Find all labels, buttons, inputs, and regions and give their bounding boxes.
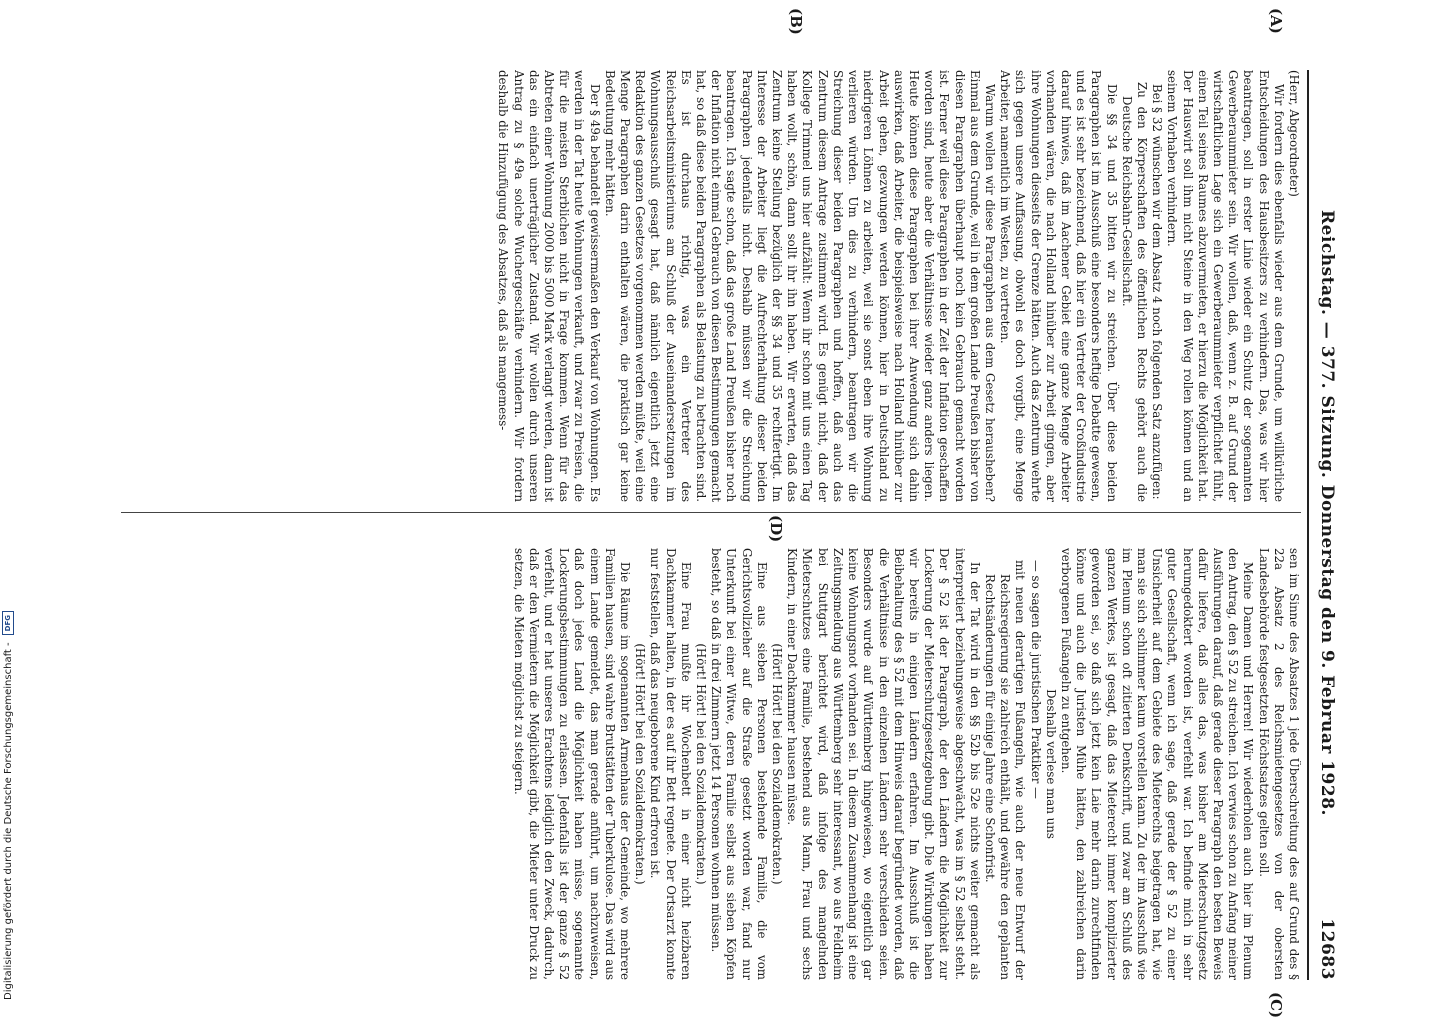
paragraph: Meine Damen und Herren! Wir wiederholen auch hier im Plenum den Antrag, den § 52 zu streichen. Ich verwies schon zu Anfang meiner Ausführungen darauf, daß gerade dieser Paragraph den besten Beweis dafür liefere, daß alles das, was bisher am Mieterschutzgesetz herumgedoktert worden ist, verfehlt war. Ich befinde mich in sehr guter Gesellschaft, wenn ich sage, daß gerade der § 52 zu einer Unsicherheit auf dem Gebiete des Mieterechts beigetragen hat, wie man sie sich schlimmer kaum vorstellen kann. Zu der im Ausschuß wie im Plenum schon oft zitierten Denkschrift, und zwar am Schluß des ganzen Werkes, ist gesagt, daß das Mieterecht immer komplizierter geworden sei, so daß sich jetzt kein Laie mehr darin zurechtfinden könne und auch die Juristen Mühe hätten, den zahlreichen darin verborgenen Fußangeln zu entgehen. xyxy=(1058,548,1256,980)
paragraph: Eine Frau mußte ihr Wochenbett in einer nicht heizbaren Dachkammer halten, in der es auf ihr Bett regnete. Der Ortsarzt konnte nur feststellen, daß das neugeborene Kind erfroren ist. xyxy=(648,548,693,980)
paragraph: sen im Sinne des Absatzes 1 jede Überschreitung des auf Grund des § 22a Absatz 2 des Reichsmietengesetzes von der obersten Landesbehörde festgesetzten Höchstsatzes gelten soll. xyxy=(1256,548,1301,980)
margin-marker-a: (A) xyxy=(1267,8,1285,34)
header-rule xyxy=(1307,70,1309,980)
rotated-page xyxy=(105,0,1345,1018)
page-header xyxy=(1311,70,1345,980)
paragraph: Deshalb verlese man uns xyxy=(1043,689,1058,839)
quoted-text: — so sagen die juristischen Praktiker — xyxy=(1028,560,1043,799)
left-column xyxy=(121,70,1301,502)
margin-marker-c: (C) xyxy=(1267,992,1285,1018)
quoted-text: mit neuen derartigen Fußangeln, wie auch der neue Entwurf der Reichsregierung sie zahlreich enthält, und gewähre den geplanten Rechtsänderungen für einige Jahre eine Schonfrist. xyxy=(982,560,1028,980)
paragraph: Eine aus sieben Personen bestehende Familie, die vom Gerichtsvollzieher auf die Straße gesetzt worden war, fand nur Unterkunft bei einer Witwe, deren Familie selbst aus sieben Köpfen besteht, so daß in drei Zimmern jetzt 14 Personen wohnen müssen. xyxy=(709,548,769,980)
interjection: (Hört! Hört! bei den Sozialdemokraten.) xyxy=(694,643,709,885)
paragraph: Warum wollen wir diese Paragraphen aus dem Gesetz herausheben? Einmal aus dem Grunde, weil in dem großen Lande Preußen bisher von diesen Paragraphen überhaupt noch kein Gebrauch gemacht worden ist. Ferner weil diese Paragraphen in der Zeit der Inflation geschaffen worden sind, heute aber die Verhältnisse wieder ganz anders liegen. Heute können diese Paragraphen bei ihrer Anwendung sich dahin auswirken, daß Arbeiter, die beispielsweise nach Holland hinüber zur Arbeit gehen, gezwungen werden können, hier in Deutschland zu niedrigeren Löhnen zu arbeiten, weil sie sonst eben ihre Wohnung verlieren würden. Um dies zu verhindern, beantragen wir die Streichung dieser beiden Paragraphen und hoffen, daß auch das Zentrum diesem Antrage zustimmen wird. Es genügt nicht, daß der Kollege Trimmel uns hier aufzählt: Wenn ihr schon mit uns einen Tag haben wollt, schön, dann sollt ihr ihn haben. Wir erwarten, daß das Zentrum keine Stellung bezüglich der §§ 34 und 35 rechtfertigt. Im Interesse der Arbeiter liegt die Aufrechterhaltung dieser beiden Paragraphen jedenfalls nicht. Deshalb müssen wir die Streichung beantragen. Ich sagte schon, daß das große Land Preußen bisher noch der Inflation nicht einmal Gebrauch von diesen Bestimmungen gemacht hat, so daß diese beiden Paragraphen als Belastung zu betrachten sind. Es ist durchaus richtig, was ein Vertreter des Reichsarbeitsministeriums am Schluß der Auseinandersetzungen im Wohnungsausschuß gesagt hat, daß nämlich eigentlich jetzt eine Redaktion des ganzen Gesetzes vorgenommen werden müßte, weil eine Menge Paragraphen darin enthalten wären, die praktisch gar keine Bedeutung mehr hätten. xyxy=(602,70,997,502)
digitization-footer xyxy=(2,0,16,1000)
interjection: (Hört! Hört! bei den Sozialdemokraten.) xyxy=(633,643,648,885)
speaker-line: (Herr, Abgeordneter) xyxy=(1287,70,1301,197)
right-column xyxy=(121,548,1301,980)
running-title: Reichstag. — 377. Sitzung. Donnerstag den 9. Februar 1928. xyxy=(1317,210,1337,816)
paragraph: Wir fordern dies ebenfalls wieder aus dem Grunde, um willkürliche Entscheidungen des Hausbesitzers zu verhindern. Das, was wir hier beantragen, soll in erster Linie wieder ein Schutz der sogenannten Gewerberaummieter sein. Wir wollen, daß, wenn z. B. auf Grund der wirtschaftlichen Lage sich ein Gewerberaummieter verpflichtet fühlt, einen Teil seines Raumes abzuvermieten, er hierzu die Möglichkeit hat. Der Hauswirt soll ihm nicht Steine in den Weg rollen können und an seinem Vorhaben verhindern. xyxy=(1165,70,1286,502)
page-number: 12683 xyxy=(1317,918,1337,980)
column-divider xyxy=(121,512,1301,513)
paragraph: Die §§ 34 und 35 bitten wir zu streichen. Über diese beiden Paragraphen ist im Ausschuß eine besonders heftige Debatte gewesen, und es ist sehr bezeichnend, daß hier ein Vertreter der Großindustrie darauf hinwies, daß im Aachener Gebiet eine ganze Menge Arbeiter vorhanden wären, die nach Holland hinüber zur Arbeit gingen, aber ihre Wohnungen diesseits der Grenze hätten. Auch das Zentrum wehrte sich gegen unsere Auffassung, obwohl es doch vorgibt, eine Menge Arbeiter, namentlich im Westen, zu vertreten. xyxy=(998,70,1119,502)
quoted-amendment: Zu den Körperschaften des öffentlichen Rechts gehört auch die Deutsche Reichsbahn-Gesellschaft. xyxy=(1119,82,1149,502)
paragraph: In der Tat wird in den §§ 52b bis 52e nichts weiter gemacht als interpretiert beziehungsweise abgeschwächt, was im § 52 selbst steht. Der § 52 ist der Paragraph, der den Ländern die Möglichkeit zur Lockerung der Mieterschutzgesetzgebung gibt. Die Wirkungen haben wir bereits in einigen Ländern erfahren. Im Ausschuß ist die Beibehaltung des § 52 mit dem Hinweis darauf begründet worden, daß die Verhältnisse in den einzelnen Ländern sehr verschieden seien. Besonders wurde auf Württemberg hingewiesen, wo eigentlich gar keine Wohnungsnot vorhanden sei. In diesem Zusammenhang ist eine Zeitungsmeldung aus Württemberg sehr interessant, wo aus Feldheim bei Stuttgart berichtet wird, daß infolge des mangelnden Mieterschutzes eine Familie, bestehend aus Mann, Frau und sechs Kindern, in einer Dachkammer hausen müsse. xyxy=(785,548,982,980)
margin-marker-d: (D) xyxy=(767,515,785,543)
paragraph: Der § 49a behandelt gewissermaßen den Verkauf von Wohnungen. Es werden in der Tat heute Wohnungen verkauft, und zwar zu Preisen, die für die meisten Sterblichen nicht in Frage kommen. Wenn für das Abtreten einer Wohnung 2000 bis 5000 Mark verlangt werden, dann ist das ein einfach unerträglicher Zustand. Wir wollen durch unseren Antrag zu § 49a solche Wuchergeschäfte verhindern. Wir fordern deshalb die Hinzufügung des Absatzes, daß als mangemess- xyxy=(496,70,602,502)
paragraph: Die Räume im sogenannten Armenhaus der Gemeinde, wo mehrere Familien hausen, sind wahre Brutstätten der Tuberkulose. Das wird aus einem Lande gemeldet, das man gerade anführt, um nachzuweisen, daß doch jedes Land die Möglichkeit haben müsse, sogenannte Lockerungsbestimmungen zu erlassen. Jedenfalls ist der ganze § 52 verfehlt, und er hat unseres Erachtens lediglich den Zweck, dadurch, daß er den Vermietern die Möglichkeit gibt, die Mieter unter Druck zu setzen, die Mieten möglichst zu steigern. xyxy=(511,548,633,980)
margin-marker-b: (B) xyxy=(787,8,805,35)
footer-text: Digitalisierung gefördert durch die Deutsche Forschungsgemeinschaft - xyxy=(3,642,14,1000)
dfg-logo: DFG xyxy=(2,611,14,635)
paragraph: Bei § 32 wünschen wir dem Absatz 4 noch folgenden Satz anzufügen: xyxy=(1150,84,1165,500)
interjection: (Hört! Hört! bei den Sozialdemokraten.) xyxy=(770,643,785,885)
